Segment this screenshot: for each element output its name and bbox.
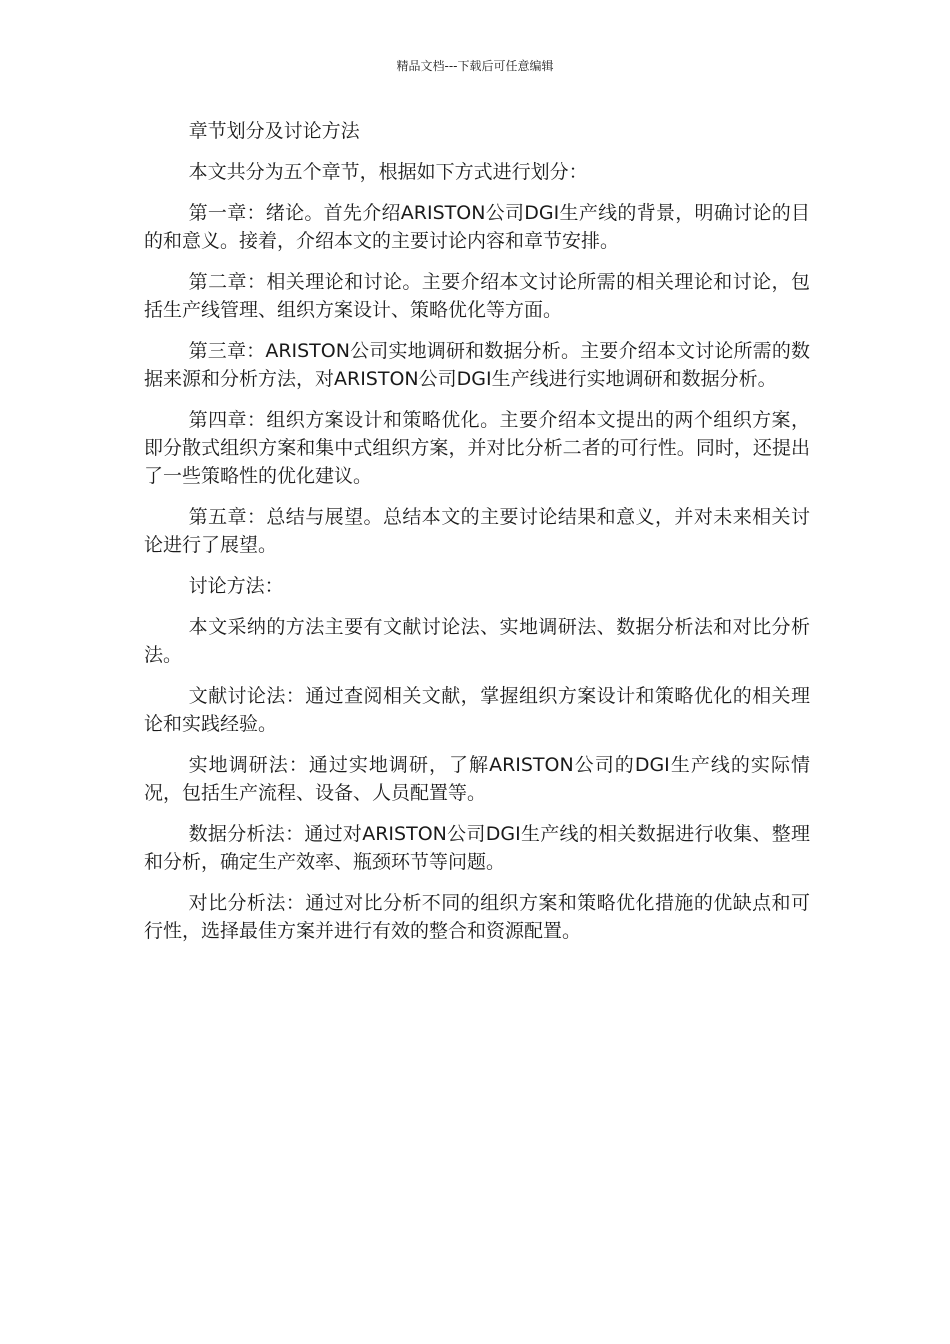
chapter-1: 第一章：绪论。首先介绍ARISTON公司DGI生产线的背景，明确讨论的目的和意义。接着，介绍本文的主要讨论内容和章节安排。 (144, 202, 810, 252)
page-header: 精品文档---下载后可任意编辑 (396, 59, 554, 73)
chapter-overview: 本文共分为五个章节，根据如下方式进行划分： (188, 161, 588, 183)
method-data-analysis: 数据分析法：通过对ARISTON公司DGI生产线的相关数据进行收集、整理和分析，确定生产效率、瓶颈环节等问题。 (144, 823, 810, 873)
chapter-3: 第三章：ARISTON公司实地调研和数据分析。主要介绍本文讨论所需的数据来源和分析方法，对ARISTON公司DGI生产线进行实地调研和数据分析。 (144, 340, 810, 390)
document-body (144, 117, 810, 958)
methods-overview: 本文采纳的方法主要有文献讨论法、实地调研法、数据分析法和对比分析法。 (144, 616, 810, 666)
method-comparative: 对比分析法：通过对比分析不同的组织方案和策略优化措施的优缺点和可行性，选择最佳方案并进行有效的整合和资源配置。 (144, 892, 810, 942)
section-title: 章节划分及讨论方法 (188, 120, 360, 142)
method-literature: 文献讨论法：通过查阅相关文献，掌握组织方案设计和策略优化的相关理论和实践经验。 (144, 685, 810, 735)
methods-heading: 讨论方法： (188, 575, 284, 597)
chapter-4: 第四章：组织方案设计和策略优化。主要介绍本文提出的两个组织方案，即分散式组织方案和集中式组织方案，并对比分析二者的可行性。同时，还提出了一些策略性的优化建议。 (144, 409, 810, 487)
chapter-2: 第二章：相关理论和讨论。主要介绍本文讨论所需的相关理论和讨论，包括生产线管理、组织方案设计、策略优化等方面。 (144, 271, 810, 321)
method-field-research: 实地调研法：通过实地调研，了解ARISTON公司的DGI生产线的实际情况，包括生产流程、设备、人员配置等。 (144, 754, 810, 804)
chapter-5: 第五章：总结与展望。总结本文的主要讨论结果和意义，并对未来相关讨论进行了展望。 (144, 506, 810, 556)
